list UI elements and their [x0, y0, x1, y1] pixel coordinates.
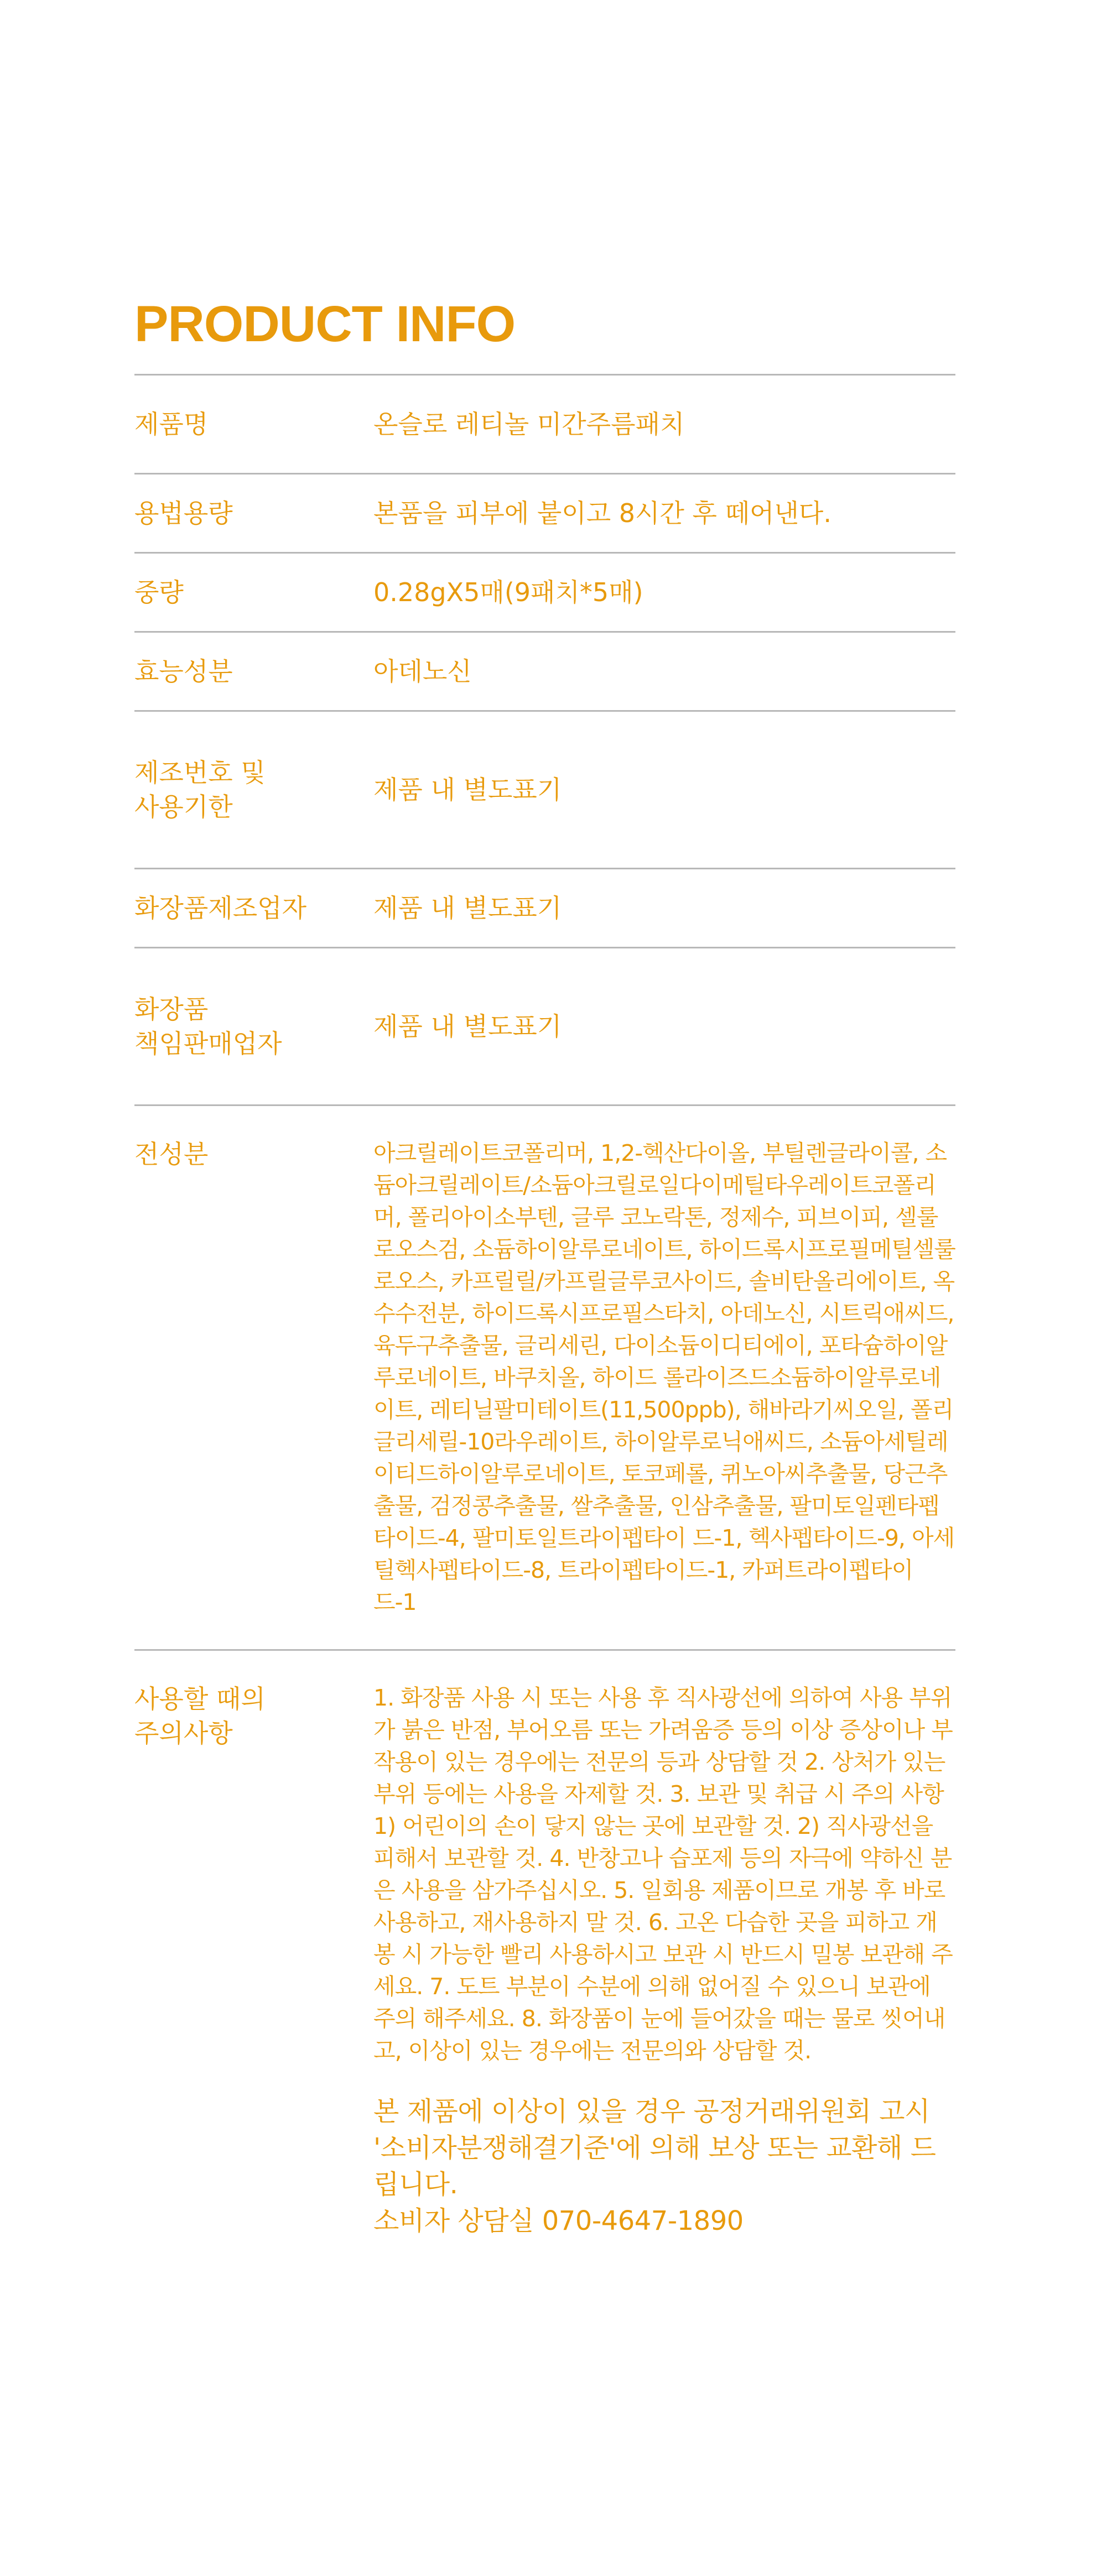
info-row-caution — [134, 1651, 955, 2239]
row-value: 온슬로 레티놀 미간주름패치 — [373, 409, 685, 439]
info-row-ingredients — [134, 1106, 955, 1651]
info-row-usage — [134, 474, 955, 554]
row-label: 화장품제조업자 — [134, 893, 307, 923]
info-row-product-name — [134, 376, 955, 474]
row-label: 제품명 — [134, 409, 209, 439]
row-label: 효능성분 — [134, 656, 233, 686]
compensation-notice — [373, 2093, 955, 2239]
row-label: 용법용량 — [134, 498, 233, 528]
caution-text: 1. 화장품 사용 시 또는 사용 후 직사광선에 의하여 사용 부위가 붉은 반점, 부어오름 또는 가려움증 등의 이상 증상이나 부작용이 있는 경우에는 전문의 등과 상담할 것 2. 상처가 있는 부위 등에는 사용을 자제할 것. 3. 보관 및 취급 시 주의 사항 1) 어린이의 손이 닿지 않는 곳에 보관할 것. 2) 직사광선을 피해서 보관할 것. 4. 반창고나 습포제 등의 자극에 약하신 분은 사용을 삼가주십시오. 5. 일회용 제품이므로 개봉 후 바로 사용하고, 재사용하지 말 것. 6. 고온 다습한 곳을 피하고 개봉 시 가능한 빨리 사용하시고 보관 시 반드시 밀봉 보관해 주세요. 7. 도트 부분이 수분에 의해 없어질 수 있으니 보관에 주의 해주세요. 8. 화장품이 눈에 들어갔을 때는 물로 씻어내고, 이상이 있는 경우에는 전문의와 상담할 것. — [373, 1685, 953, 2064]
info-row-responsible-seller — [134, 948, 955, 1106]
row-value: 아데노신 — [373, 656, 472, 686]
row-label: 사용할 때의 주의사항 — [134, 1684, 266, 1748]
row-value: 제품 내 별도표기 — [373, 893, 562, 923]
row-value: 0.28gX5매(9패치*5매) — [373, 577, 643, 607]
product-info-section — [134, 296, 955, 2239]
row-label: 화장품 책임판매업자 — [134, 994, 282, 1058]
row-label: 중량 — [134, 577, 184, 607]
product-info-table — [134, 374, 955, 2239]
page-title: PRODUCT INFO — [134, 296, 516, 352]
row-value: 제품 내 별도표기 — [373, 775, 562, 805]
row-value: 본품을 피부에 붙이고 8시간 후 떼어낸다. — [373, 498, 831, 528]
row-label: 전성분 — [134, 1139, 209, 1169]
notice-text: 본 제품에 이상이 있을 경우 공정거래위원회 고시 '소비자분쟁해결기준'에 의해 보상 또는 교환해 드립니다. — [373, 2096, 936, 2200]
caution-block — [373, 1682, 955, 2239]
row-label: 제조번호 및 사용기한 — [134, 758, 266, 822]
row-value: 제품 내 별도표기 — [373, 1011, 562, 1041]
ingredients-text: 아크릴레이트코폴리머, 1,2-헥산다이올, 부틸렌글라이콜, 소듐아크릴레이트/소듐아크릴로일다이메틸타우레이트코폴리머, 폴리아이소부텐, 글루 코노락톤, 정제수, 피브이피, 셀룰로오스검, 소듐하이알루로네이트, 하이드록시프로필메틸셀룰로오스, 카프릴릴/카프릴글루코사이드, 솔비탄올리에이트, 옥수수전분, 하이드록시프로필스타치, 아데노신, 시트릭애씨드, 육두구추출물, 글리세린, 다이소듐이디티에이, 포타슘하이알루로네이트, 바쿠치올, 하이드 롤라이즈드소듐하이알루로네이트, 레티닐팔미테이트(11,500ppb), 해바라기씨오일, 폴리글리세릴-10라우레이트, 하이알루로닉애씨드, 소듐아세틸레 이티드하이알루로네이트, 토코페롤, 퀴노아씨추출물, 당근추출물, 검정콩추출물, 쌀추출물, 인삼추출물, 팔미토일펜타펩타이드-4, 팔미토일트라이펩타이 드-1, 헥사펩타이드-9, 아세틸헥사펩타이드-8, 트라이펩타이드-1, 카퍼트라이펩타이드-1 — [373, 1140, 955, 1615]
customer-service-contact: 소비자 상담실 070-4647-1890 — [373, 2205, 744, 2236]
info-row-active-ingredient — [134, 633, 955, 712]
info-row-weight — [134, 554, 955, 633]
info-row-lot-expiry — [134, 712, 955, 869]
info-row-manufacturer — [134, 869, 955, 948]
